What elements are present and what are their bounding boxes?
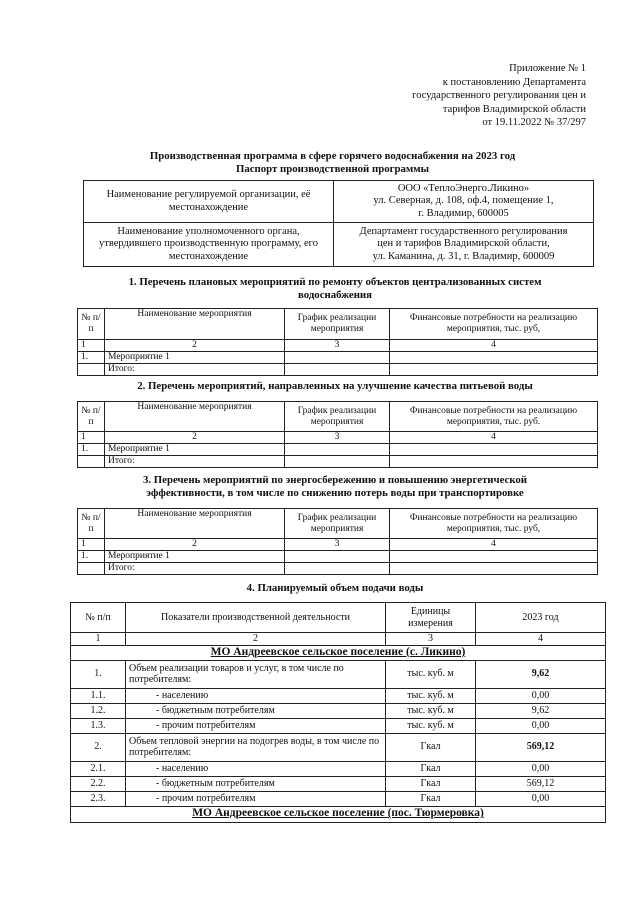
unit: тыс. куб. м (386, 660, 476, 688)
column-number-row (78, 539, 598, 551)
total-row (78, 456, 598, 468)
municipality-name: МО Андреевское сельское поселение (с. Ликино) (71, 645, 606, 660)
col-number: 3 (285, 340, 390, 352)
total-finance (390, 364, 598, 376)
col-number: 4 (476, 633, 606, 646)
table-row (71, 703, 606, 718)
col-number: 2 (105, 539, 285, 551)
section-heading-line: водоснабжения (297, 289, 372, 301)
col-number: 1 (78, 539, 105, 551)
col-number: 4 (390, 539, 598, 551)
passport-value (334, 223, 594, 267)
unit: Гкал (386, 733, 476, 761)
row-number: 2.1. (71, 761, 126, 776)
column-number-row (78, 432, 598, 444)
unit: Гкал (386, 761, 476, 776)
value: 9,62 (476, 703, 606, 718)
indicator-name: - бюджетным потребителям (126, 703, 386, 718)
row-number: 2.2. (71, 776, 126, 791)
row-number: 1.2. (71, 703, 126, 718)
col-number: 2 (105, 340, 285, 352)
subtitle-line: Паспорт производственной программы (235, 162, 430, 175)
section-heading-line: эффективности, в том числе по снижению потерь воды при транспортировке (146, 487, 524, 499)
header-schedule: График реализации мероприятия (285, 509, 390, 539)
row-number: 1.1. (71, 688, 126, 703)
section-heading-line: 4. Планируемый объем подачи воды (246, 582, 424, 594)
row-number: 1. (71, 660, 126, 688)
column-number-row (71, 633, 606, 646)
indicator-name: - прочим потребителям (126, 791, 386, 806)
header-schedule: График реализации мероприятия (285, 402, 390, 432)
header-schedule: График реализации мероприятия (285, 309, 390, 340)
table-row (78, 444, 598, 456)
indicator-name: - прочим потребителям (126, 718, 386, 733)
indicator-name: - населению (126, 761, 386, 776)
value: 0,00 (476, 761, 606, 776)
events-table-2 (77, 401, 598, 468)
unit: тыс. куб. м (386, 718, 476, 733)
header-name: Наименование мероприятия (105, 309, 285, 340)
municipality-row (71, 645, 606, 660)
col-number: 2 (105, 432, 285, 444)
header-indicator: Показатели производственной деятельности (126, 603, 386, 633)
table-row (71, 791, 606, 806)
total-label: Итого: (105, 456, 285, 468)
total-num (78, 364, 105, 376)
municipality-name: МО Андреевское сельское поселение (пос. Тюрмеровка) (71, 806, 606, 822)
total-num (78, 563, 105, 575)
value: 0,00 (476, 791, 606, 806)
title-line: Производственная программа в сфере горячего водоснабжения на 2023 год (149, 150, 516, 162)
appendix-line: тарифов Владимирской области (442, 103, 586, 115)
total-num (78, 456, 105, 468)
passport-table (83, 180, 594, 267)
passport-value-line: цен и тарифов Владимирской области, (377, 238, 550, 250)
header-finance: Финансовые потребности на реализацию мероприятия, тыс. руб, (390, 509, 598, 539)
event-schedule (285, 551, 390, 563)
appendix-line: к постановлению Департамента (442, 76, 586, 88)
indicator-name: Объем тепловой энергии на подогрев воды, в том числе по потребителям: (126, 733, 386, 761)
col-number: 1 (71, 633, 126, 646)
header-name: Наименование мероприятия (105, 509, 285, 539)
column-number-row (78, 340, 598, 352)
col-number: 1 (78, 432, 105, 444)
passport-value-line: г. Владимир, 600005 (418, 207, 509, 219)
col-number: 3 (386, 633, 476, 646)
passport-value-line: ул. Северная, д. 108, оф.4, помещение 1, (373, 195, 554, 207)
section-3-heading (70, 474, 600, 500)
table-row (71, 660, 606, 688)
indicator-name: - бюджетным потребителям (126, 776, 386, 791)
total-finance (390, 456, 598, 468)
value: 569,12 (476, 733, 606, 761)
total-finance (390, 563, 598, 575)
col-number: 3 (285, 432, 390, 444)
header-name: Наименование мероприятия (105, 402, 285, 432)
event-finance (390, 352, 598, 364)
section-heading-line: 3. Перечень мероприятий по энергосбережению и повышению энергетической (142, 474, 528, 486)
table-header-row (78, 509, 598, 539)
section-heading-line: 1. Перечень плановых мероприятий по ремонту объектов централизованных систем (128, 276, 542, 288)
value: 569,12 (476, 776, 606, 791)
table-row (71, 718, 606, 733)
events-table-3 (77, 508, 598, 575)
value: 9,62 (476, 660, 606, 688)
header-num: № п/п (78, 309, 105, 340)
section-1-heading (70, 276, 600, 302)
header-year: 2023 год (476, 603, 606, 633)
table-header-row (78, 309, 598, 340)
unit: тыс. куб. м (386, 703, 476, 718)
row-number: 2. (71, 733, 126, 761)
events-table-1 (77, 308, 598, 376)
header-finance: Финансовые потребности на реализацию мероприятия, тыс. руб. (390, 402, 598, 432)
event-name: Мероприятие 1 (105, 551, 285, 563)
table-header-row (71, 603, 606, 633)
col-number: 4 (390, 340, 598, 352)
appendix-header (326, 62, 586, 130)
event-finance (390, 444, 598, 456)
event-name: Мероприятие 1 (105, 444, 285, 456)
row-number: 1. (78, 352, 105, 364)
header-num: № п/п (78, 509, 105, 539)
header-unit: Единицы измерения (386, 603, 476, 633)
table-header-row (78, 402, 598, 432)
section-2-heading (70, 380, 600, 393)
header-finance: Финансовые потребности на реализацию мероприятия, тыс. руб, (390, 309, 598, 340)
total-label: Итого: (105, 364, 285, 376)
passport-row (84, 223, 594, 267)
passport-value-line: ООО «ТеплоЭнерго.Ликино» (397, 182, 530, 194)
row-number: 1.3. (71, 718, 126, 733)
value: 0,00 (476, 718, 606, 733)
total-label: Итого: (105, 563, 285, 575)
volume-table (70, 602, 606, 823)
indicator-name: - населению (126, 688, 386, 703)
header-num: № п/п (71, 603, 126, 633)
indicator-name: Объем реализации товаров и услуг, в том числе по потребителям: (126, 660, 386, 688)
table-row (78, 352, 598, 364)
header-num: № п/п (78, 402, 105, 432)
event-schedule (285, 352, 390, 364)
total-row (78, 364, 598, 376)
row-number: 2.3. (71, 791, 126, 806)
total-schedule (285, 563, 390, 575)
event-name: Мероприятие 1 (105, 352, 285, 364)
section-heading-line: 2. Перечень мероприятий, направленных на улучшение качества питьевой воды (137, 380, 533, 392)
passport-label: Наименование уполномоченного органа, утвердившего производственную программу, его местонахождение (84, 223, 334, 267)
col-number: 2 (126, 633, 386, 646)
total-schedule (285, 364, 390, 376)
unit: Гкал (386, 791, 476, 806)
table-row (71, 761, 606, 776)
table-row (78, 551, 598, 563)
col-number: 4 (390, 432, 598, 444)
unit: Гкал (386, 776, 476, 791)
value: 0,00 (476, 688, 606, 703)
passport-value-line: Департамент государственного регулирования (359, 225, 568, 237)
table-row (71, 733, 606, 761)
total-schedule (285, 456, 390, 468)
appendix-line: государственного регулирования цен и (412, 90, 586, 101)
col-number: 1 (78, 340, 105, 352)
col-number: 3 (285, 539, 390, 551)
section-4-heading (70, 582, 600, 595)
appendix-line: от 19.11.2022 № 37/297 (482, 117, 586, 128)
table-row (71, 688, 606, 703)
passport-value-line: ул. Каманина, д. 31, г. Владимир, 600009 (372, 250, 555, 262)
table-row (71, 776, 606, 791)
document-title (60, 150, 605, 175)
row-number: 1. (78, 551, 105, 563)
passport-value (334, 181, 594, 223)
unit: тыс. куб. м (386, 688, 476, 703)
event-finance (390, 551, 598, 563)
appendix-line: Приложение № 1 (509, 63, 586, 74)
passport-row (84, 181, 594, 223)
total-row (78, 563, 598, 575)
municipality-row (71, 806, 606, 822)
passport-label: Наименование регулируемой организации, её местонахождение (84, 181, 334, 223)
row-number: 1. (78, 444, 105, 456)
event-schedule (285, 444, 390, 456)
